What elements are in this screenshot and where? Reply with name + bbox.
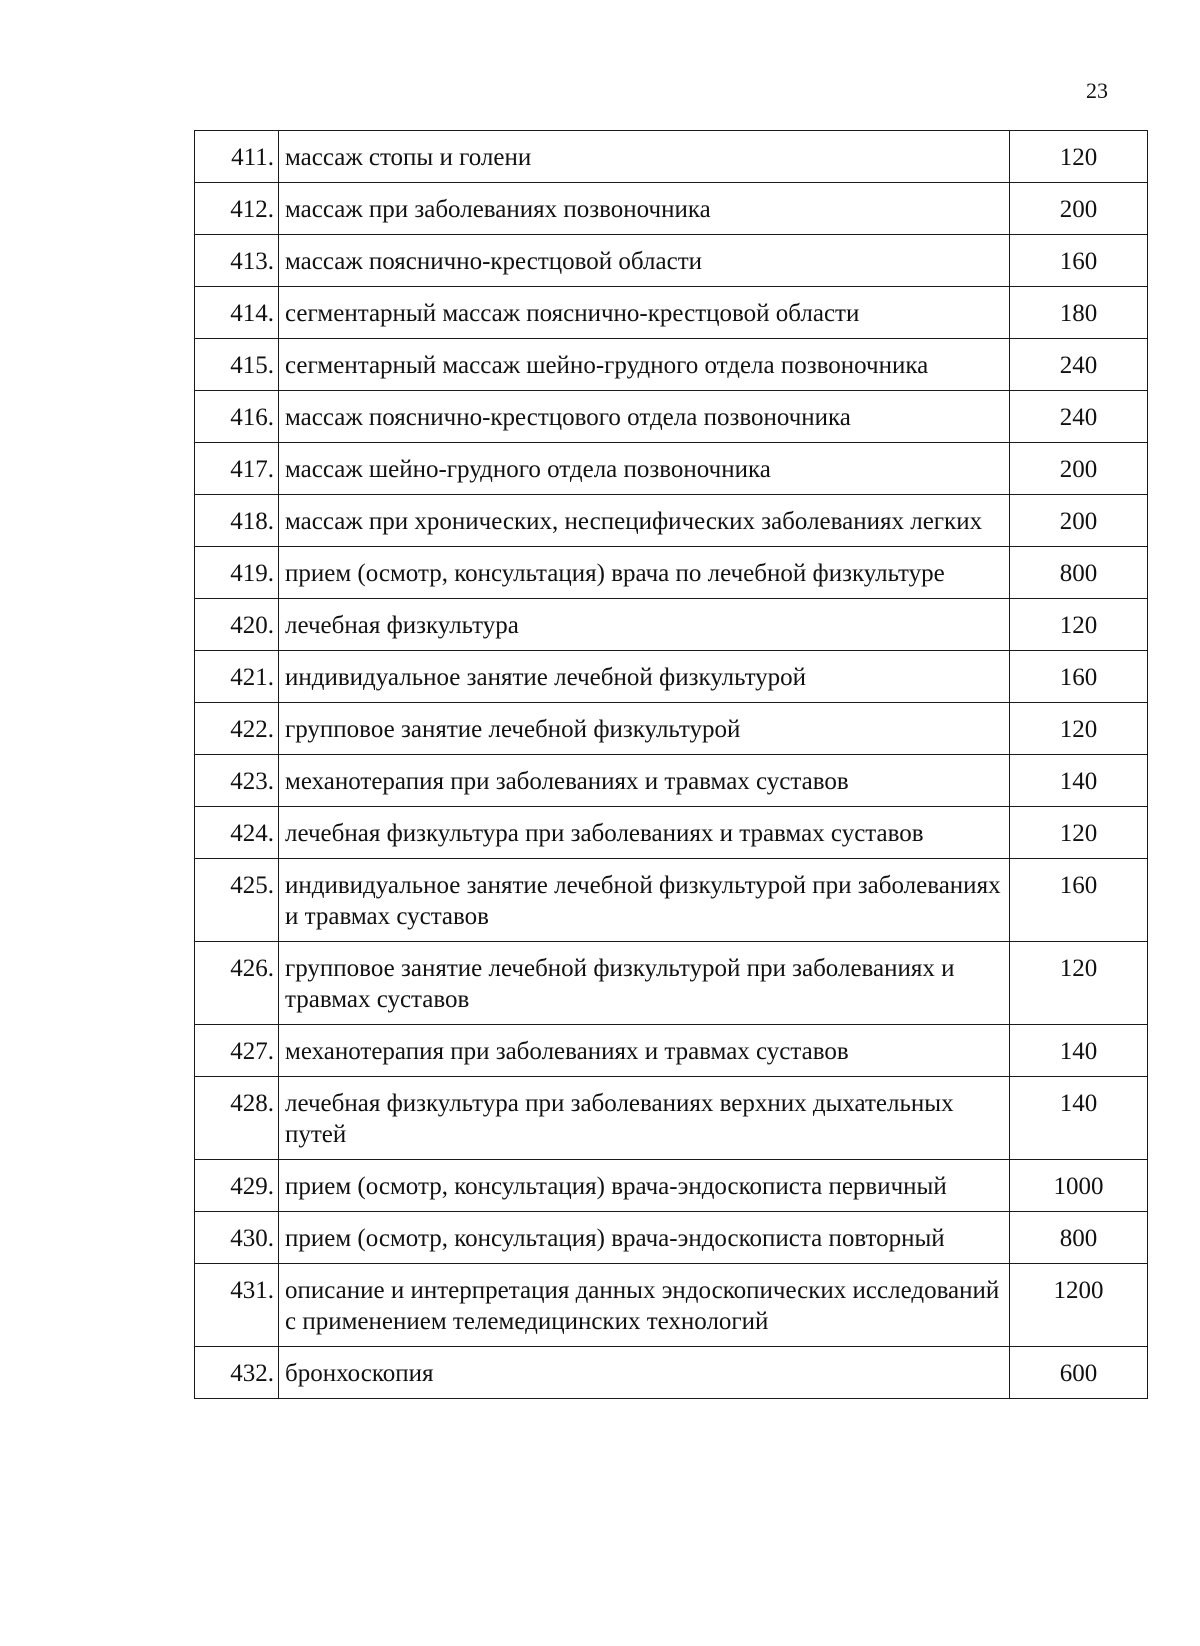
- table-row: [195, 183, 1148, 235]
- row-number: 424.: [195, 807, 279, 859]
- service-price: 120: [1010, 942, 1148, 1025]
- price-table: [194, 130, 1148, 1399]
- row-number: 427.: [195, 1025, 279, 1077]
- row-number: 422.: [195, 703, 279, 755]
- service-name: прием (осмотр, консультация) врача-эндоскописта повторный: [279, 1212, 1010, 1264]
- row-number: 431.: [195, 1264, 279, 1347]
- service-name: лечебная физкультура: [279, 599, 1010, 651]
- table-row: [195, 942, 1148, 1025]
- service-name: механотерапия при заболеваниях и травмах суставов: [279, 755, 1010, 807]
- service-price: 200: [1010, 183, 1148, 235]
- row-number: 423.: [195, 755, 279, 807]
- service-price: 120: [1010, 703, 1148, 755]
- service-price: 800: [1010, 1212, 1148, 1264]
- service-name: массаж пояснично-крестцовой области: [279, 235, 1010, 287]
- service-name: индивидуальное занятие лечебной физкультурой при заболеваниях и травмах суставов: [279, 859, 1010, 942]
- service-name: лечебная физкультура при заболеваниях верхних дыхательных путей: [279, 1077, 1010, 1160]
- table-row: [195, 391, 1148, 443]
- row-number: 414.: [195, 287, 279, 339]
- row-number: 411.: [195, 131, 279, 183]
- service-name: массаж при хронических, неспецифических заболеваниях легких: [279, 495, 1010, 547]
- table-row: [195, 495, 1148, 547]
- service-name: индивидуальное занятие лечебной физкультурой: [279, 651, 1010, 703]
- service-price: 140: [1010, 1077, 1148, 1160]
- table-row: [195, 807, 1148, 859]
- table-row: [195, 755, 1148, 807]
- service-price: 180: [1010, 287, 1148, 339]
- row-number: 413.: [195, 235, 279, 287]
- table-row: [195, 131, 1148, 183]
- row-number: 430.: [195, 1212, 279, 1264]
- service-price: 600: [1010, 1347, 1148, 1399]
- table-row: [195, 1160, 1148, 1212]
- service-name: групповое занятие лечебной физкультурой: [279, 703, 1010, 755]
- row-number: 417.: [195, 443, 279, 495]
- table-row: [195, 1025, 1148, 1077]
- service-name: бронхоскопия: [279, 1347, 1010, 1399]
- row-number: 419.: [195, 547, 279, 599]
- table-row: [195, 1264, 1148, 1347]
- row-number: 418.: [195, 495, 279, 547]
- page-number: 23: [1086, 78, 1108, 103]
- service-price: 120: [1010, 599, 1148, 651]
- row-number: 432.: [195, 1347, 279, 1399]
- service-name: массаж стопы и голени: [279, 131, 1010, 183]
- service-price: 200: [1010, 495, 1148, 547]
- row-number: 425.: [195, 859, 279, 942]
- table-row: [195, 339, 1148, 391]
- service-name: прием (осмотр, консультация) врача-эндоскописта первичный: [279, 1160, 1010, 1212]
- service-name: массаж шейно-грудного отдела позвоночника: [279, 443, 1010, 495]
- service-price: 160: [1010, 235, 1148, 287]
- row-number: 420.: [195, 599, 279, 651]
- row-number: 428.: [195, 1077, 279, 1160]
- service-name: механотерапия при заболеваниях и травмах суставов: [279, 1025, 1010, 1077]
- row-number: 416.: [195, 391, 279, 443]
- table-row: [195, 1077, 1148, 1160]
- service-name: сегментарный массаж пояснично-крестцовой области: [279, 287, 1010, 339]
- service-price: 160: [1010, 651, 1148, 703]
- row-number: 421.: [195, 651, 279, 703]
- table-row: [195, 651, 1148, 703]
- service-name: сегментарный массаж шейно-грудного отдела позвоночника: [279, 339, 1010, 391]
- row-number: 415.: [195, 339, 279, 391]
- table-row: [195, 703, 1148, 755]
- service-price: 1200: [1010, 1264, 1148, 1347]
- price-table-body: [195, 131, 1148, 1399]
- service-price: 800: [1010, 547, 1148, 599]
- service-price: 140: [1010, 755, 1148, 807]
- service-price: 240: [1010, 339, 1148, 391]
- service-name: групповое занятие лечебной физкультурой при заболеваниях и травмах суставов: [279, 942, 1010, 1025]
- service-price: 120: [1010, 807, 1148, 859]
- table-row: [195, 547, 1148, 599]
- table-row: [195, 599, 1148, 651]
- service-name: прием (осмотр, консультация) врача по лечебной физкультуре: [279, 547, 1010, 599]
- service-price: 240: [1010, 391, 1148, 443]
- table-row: [195, 235, 1148, 287]
- row-number: 426.: [195, 942, 279, 1025]
- table-row: [195, 859, 1148, 942]
- service-name: лечебная физкультура при заболеваниях и травмах суставов: [279, 807, 1010, 859]
- service-price: 1000: [1010, 1160, 1148, 1212]
- table-row: [195, 1212, 1148, 1264]
- service-price: 160: [1010, 859, 1148, 942]
- service-price: 140: [1010, 1025, 1148, 1077]
- service-name: массаж при заболеваниях позвоночника: [279, 183, 1010, 235]
- row-number: 412.: [195, 183, 279, 235]
- service-price: 120: [1010, 131, 1148, 183]
- service-name: описание и интерпретация данных эндоскопических исследований с применением телемедицинских технологий: [279, 1264, 1010, 1347]
- table-row: [195, 443, 1148, 495]
- table-row: [195, 287, 1148, 339]
- service-name: массаж пояснично-крестцового отдела позвоночника: [279, 391, 1010, 443]
- service-price: 200: [1010, 443, 1148, 495]
- table-row: [195, 1347, 1148, 1399]
- row-number: 429.: [195, 1160, 279, 1212]
